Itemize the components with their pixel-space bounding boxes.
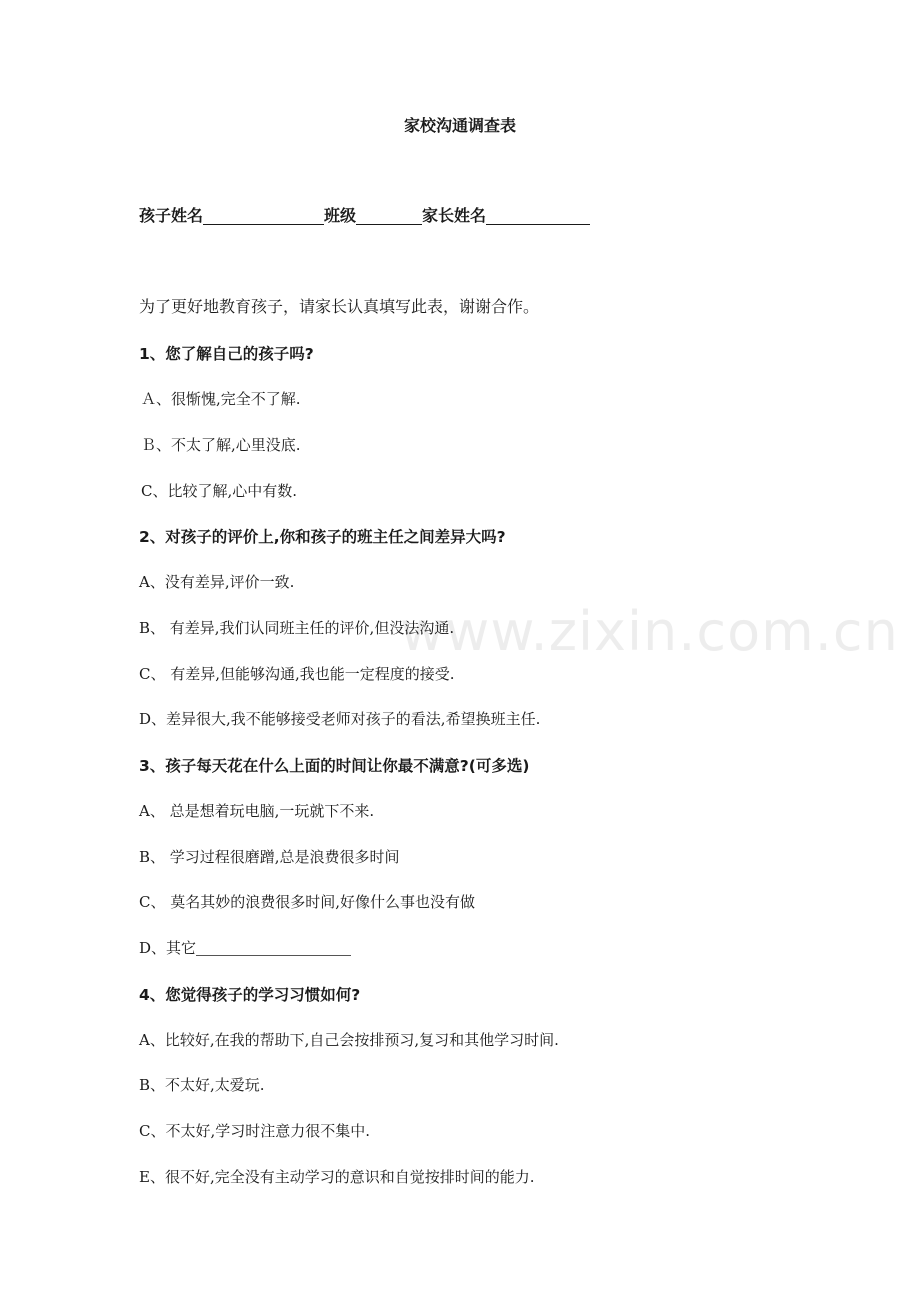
parent-name-blank[interactable] [486,206,590,225]
page-title: 家校沟通调查表 [403,116,516,135]
question-3-option-c: C、 莫名其妙的浪费很多时间,好像什么事也没有做 [139,893,476,911]
question-1-option-a: Ａ、很惭愧,完全不了解. [141,390,301,408]
question-4-option-a: A、比较好,在我的帮助下,自己会按排预习,复习和其他学习时间. [139,1031,559,1049]
watermark: www.zixin.com.cn [400,600,899,663]
question-3-option-a: A、 总是想着玩电脑,一玩就下不来. [139,802,375,820]
child-name-label: 孩子姓名 [139,206,204,225]
question-2-option-b: B、 有差异,我们认同班主任的评价,但没法沟通. [139,619,455,637]
question-1-option-b: Ｂ、不太了解,心里没底. [141,436,301,454]
info-fields [139,203,590,226]
class-blank[interactable] [356,206,422,225]
other-answer-blank[interactable] [196,939,351,956]
question-2-option-d: D、差异很大,我不能够接受老师对孩子的看法,希望换班主任. [139,710,541,728]
question-2: 2、对孩子的评价上,你和孩子的班主任之间差异大吗? [139,528,506,546]
question-4-option-b: B、不太好,太爱玩. [139,1076,265,1094]
question-4: 4、您觉得孩子的学习习惯如何? [139,986,361,1004]
question-1-option-c: C、比较了解,心中有数. [141,482,298,500]
question-3-option-d-label: D、其它 [139,939,197,957]
question-3: 3、孩子每天花在什么上面的时间让你最不满意?(可多选) [139,757,530,775]
intro-text: 为了更好地教育孩子，请家长认真填写此表，谢谢合作。 [139,297,540,316]
question-3-option-d [139,937,351,958]
child-name-blank[interactable] [203,206,324,225]
question-1: 1、您了解自己的孩子吗? [139,345,314,363]
question-4-option-e: E、很不好,完全没有主动学习的意识和自觉按排时间的能力. [139,1168,535,1186]
class-label: 班级 [324,206,357,225]
question-4-option-c: C、不太好,学习时注意力很不集中. [139,1122,371,1140]
parent-name-label: 家长姓名 [422,206,487,225]
question-2-option-a: A、没有差异,评价一致. [139,573,295,591]
question-2-option-c: C、 有差异,但能够沟通,我也能一定程度的接受. [139,665,455,683]
question-3-option-b: B、 学习过程很磨蹭,总是浪费很多时间 [139,848,400,866]
